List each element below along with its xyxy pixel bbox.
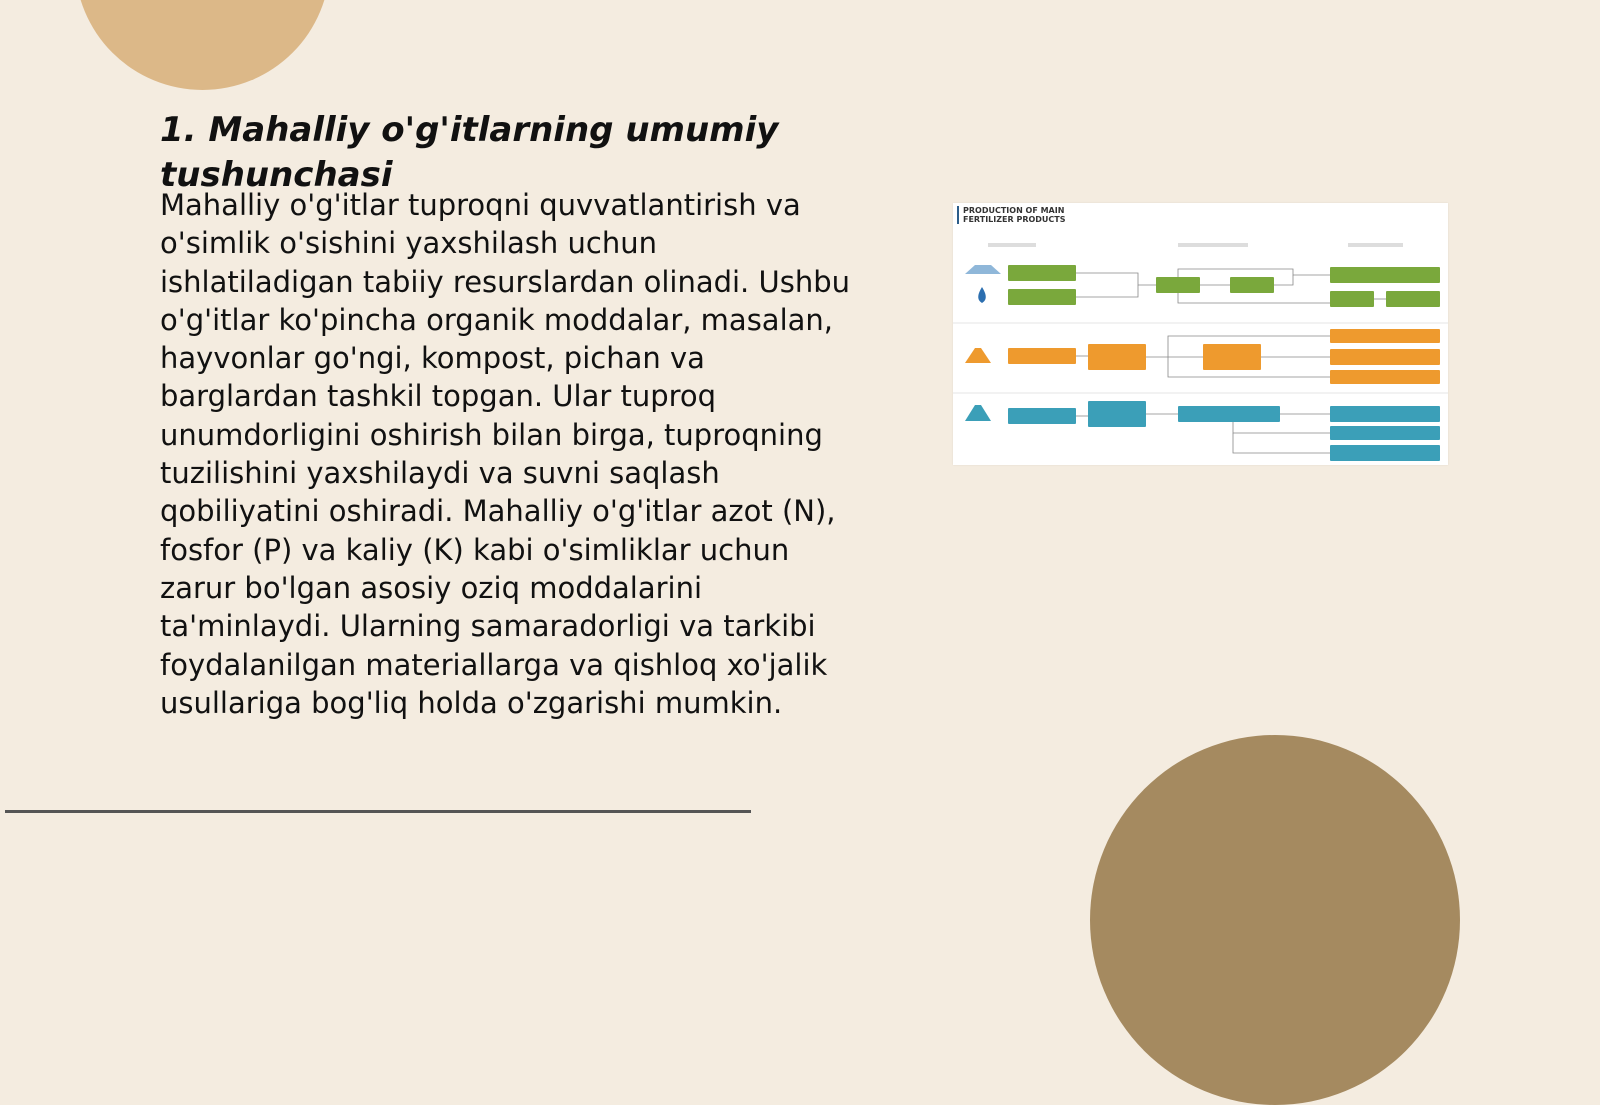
column-heading-final: [1348, 243, 1403, 247]
fertilizer-production-diagram: [953, 203, 1448, 465]
orange-box-phosphoric-acid: [1203, 344, 1261, 370]
slide-body-text: Mahalliy o'g'itlar tuproqni quvvatlantirish va o'simlik o'sishini yaxshilash uchun ishlatiladigan tabiiy resurslardan olinadi. Ushbu o'g'itlar ko'pincha organik moddalar, masalan, hayvonlar go'ngi, kompost, pichan va barglardan tashkil topgan. Ular tuproq unumdorligini oshirish bilan birga, tuproqning tuzilishini yaxshilaydi va suvni saqlash qobiliyatini oshiradi. Mahalliy o'g'itlar azot (N), fosfor (P) va kaliy (K) kabi o'simliklar uchun zarur bo'lgan asosiy oziq moddalarini ta'minlaydi. Ularning samaradorligi va tarkibi foydalanilgan materiallarga va qishloq xo'jalik usullariga bog'liq holda o'zgarishi mumkin.: [160, 188, 850, 720]
blue-box-potassium-nitrate: [1330, 426, 1440, 440]
orange-box-ammonium-phosphates: [1330, 349, 1440, 365]
green-box-uan: [1386, 291, 1440, 307]
column-heading-raw-materials: [988, 243, 1036, 247]
slide-title: 1. Mahalliy o'g'itlarning umumiy tushunchasi: [160, 110, 779, 195]
phosphate-rock-icon: [965, 348, 991, 363]
orange-box-triple-superphosphate: [1330, 370, 1440, 384]
green-box-ammonium-nitrate: [1330, 267, 1440, 283]
blue-box-potash-concentrate: [1088, 401, 1146, 427]
column-heading-intermediate: [1178, 243, 1248, 247]
green-box-nitric-acid: [1230, 277, 1274, 293]
blue-box-muriate-of-potash: [1330, 406, 1440, 422]
diagram-title-line1: PRODUCTION OF MAIN: [963, 206, 1065, 215]
blue-box-potassium-chloride: [1178, 406, 1280, 422]
diagram-title-line2: FERTILIZER PRODUCTS: [963, 215, 1066, 224]
orange-box-single-superphosphate: [1330, 329, 1440, 343]
divider-line: [5, 810, 751, 813]
gas-flame-icon: [978, 287, 986, 303]
green-box-urea: [1330, 291, 1374, 307]
orange-box-phosphate-rock: [1008, 348, 1076, 364]
decorative-circle-bottom: [1090, 735, 1460, 1105]
green-box-ammonia: [1156, 277, 1200, 293]
potash-ore-icon: [965, 405, 991, 421]
orange-box-phosphate-concentrate: [1088, 344, 1146, 370]
blue-box-potash-ore: [1008, 408, 1076, 424]
blue-box-sulphate-of-potash: [1330, 445, 1440, 461]
diagram-graphic: [953, 203, 1448, 465]
decorative-circle-top: [75, 0, 330, 90]
green-box-natural-gas: [1008, 289, 1076, 305]
air-icon: [965, 265, 1001, 274]
green-box-air: [1008, 265, 1076, 281]
